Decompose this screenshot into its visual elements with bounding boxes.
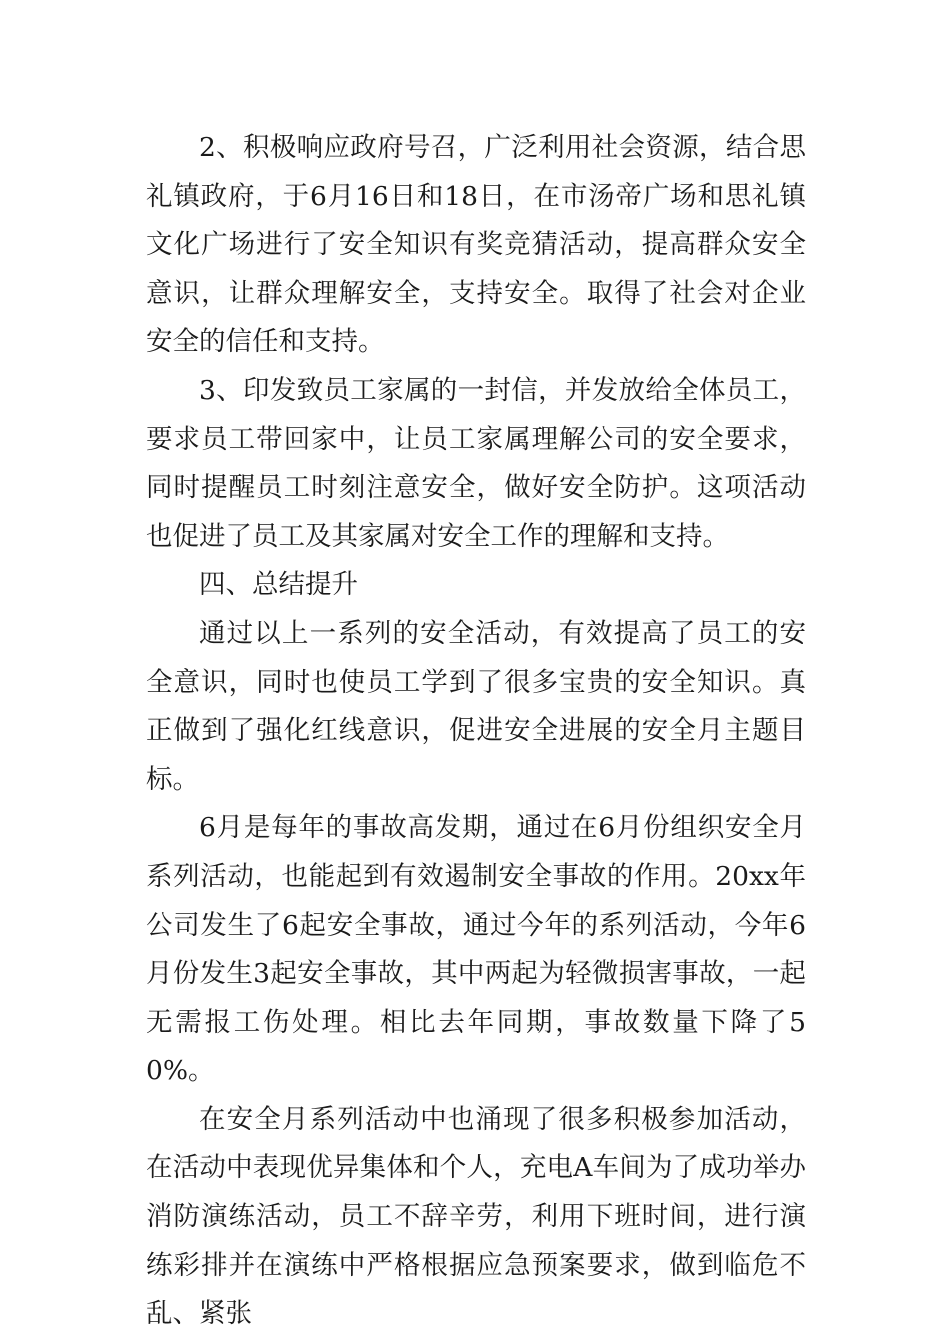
paragraph-accident-stats: 6月是每年的事故高发期，通过在6月份组织安全月系列活动，也能起到有效遏制安全事故的作用。20xx年公司发生了6起安全事故，通过今年的系列活动，今年6月份发生3起安全事故，其中两起为轻微损害事故，一起无需报工伤处理。相比去年同期，事故数量下降了50%。 (146, 812, 806, 1087)
section-heading-summary: 四、总结提升 (199, 569, 358, 601)
paragraph-item-2: 2、积极响应政府号召，广泛利用社会资源，结合思礼镇政府，于6月16日和18日，在市汤帝广场和思礼镇文化广场进行了安全知识有奖竞猜活动，提高群众安全意识，让群众理解安全，支持安全。取得了社会对企业安全的信任和支持。 (146, 132, 806, 358)
paragraph-item-3: 3、印发致员工家属的一封信，并发放给全体员工，要求员工带回家中，让员工家属理解公司的安全要求，同时提醒员工时刻注意安全，做好安全防护。这项活动也促进了员工及其家属对安全工作的理解和支持。 (146, 374, 806, 552)
paragraph-summary-intro: 通过以上一系列的安全活动，有效提高了员工的安全意识，同时也使员工学到了很多宝贵的安全知识。真正做到了强化红线意识，促进安全进展的安全月主题目标。 (146, 617, 806, 795)
paragraph-outstanding-groups: 在安全月系列活动中也涌现了很多积极参加活动，在活动中表现优异集体和个人，充电A车间为了成功举办消防演练活动，员工不辞辛劳，利用下班时间，进行演练彩排并在演练中严格根据应急预案要求，做到临危不乱、紧张 (146, 1103, 806, 1330)
document-body (146, 124, 806, 1339)
